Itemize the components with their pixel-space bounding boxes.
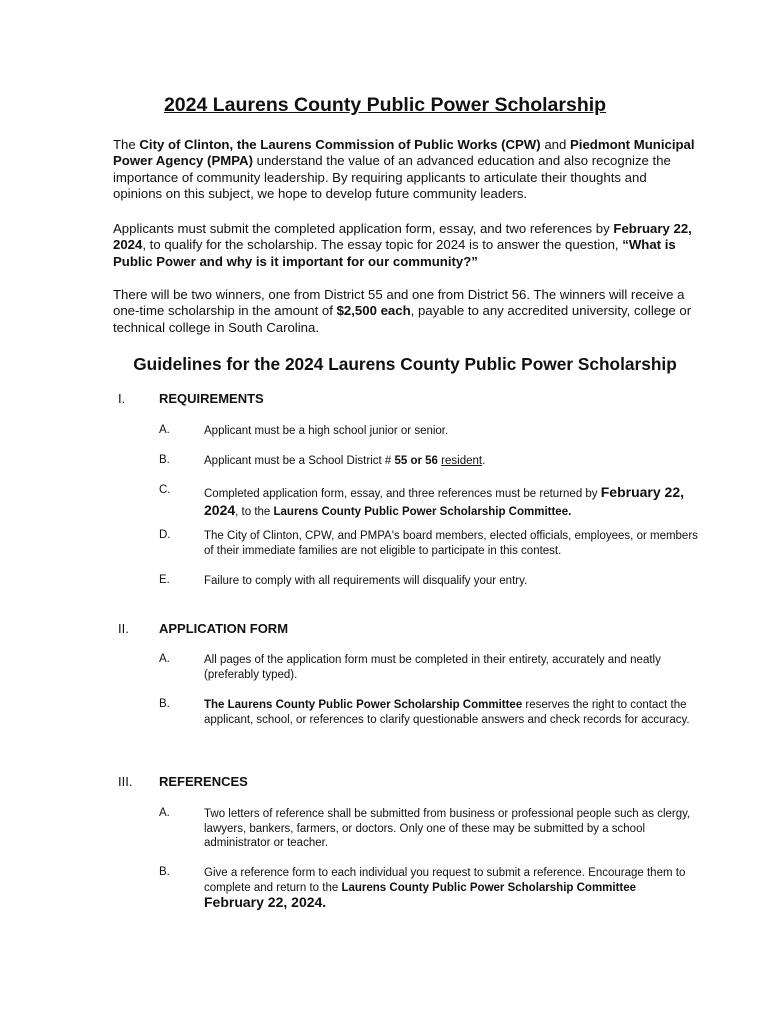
requirement-c-deadline: February 22, 2024 <box>204 484 685 518</box>
item-letter: B. <box>159 866 170 878</box>
references-b-deadline: February 22, 2024. <box>204 894 327 911</box>
item-letter: A. <box>159 807 170 819</box>
item-letter: C. <box>159 484 171 496</box>
committee-name: Laurens County Public Power Scholarship Committee. <box>273 506 572 518</box>
requirement-c-part: Completed application form, essay, and three references must be returned by <box>204 488 601 500</box>
district-numbers: 55 or 56 <box>394 455 438 467</box>
requirement-b-text <box>204 454 699 469</box>
application-a-text: All pages of the application form must be completed in their entirety, accurately and neatly (preferably typed). <box>204 654 661 681</box>
guidelines-title: Guidelines for the 2024 Laurens County Public Power Scholarship <box>133 354 677 374</box>
application-b-text <box>204 698 699 727</box>
requirement-e-text: Failure to comply with all requirements will disqualify your entry. <box>204 575 528 587</box>
item-letter: D. <box>159 529 171 541</box>
section-number: II. <box>118 621 129 636</box>
item-letter: A. <box>159 653 170 665</box>
section-number: I. <box>118 391 126 406</box>
requirement-c-text <box>204 484 699 520</box>
section-heading-requirements: REQUIREMENTS <box>159 391 264 406</box>
submit-text-2: , to qualify for the scholarship. The essay topic for 2024 is to answer the question, <box>142 237 623 253</box>
submit-text-1: Applicants must submit the completed application form, essay, and two references by <box>113 221 614 236</box>
application-b-part: reserves the right to contact the applicant, school, or references to clarify questionable answers and check records for accuracy. <box>204 699 690 726</box>
intro-text-3: understand the value of an advanced education and also recognize the importance of community leadership. By requiring applicants to articulate their thoughts and opinions on this subject, we hope to develop future community leaders. <box>113 153 671 202</box>
requirement-b-part: Applicant must be a School District # <box>204 455 395 467</box>
section-heading-references: REFERENCES <box>159 774 248 789</box>
submit-deadline: February 22, 2024 <box>113 221 692 253</box>
item-letter: A. <box>159 424 170 436</box>
requirement-b-period: . <box>482 455 486 467</box>
section-heading-application-form: APPLICATION FORM <box>159 621 289 636</box>
document-title: 2024 Laurens County Public Power Scholarship <box>163 94 607 116</box>
references-b-part: Give a reference form to each individual you request to submit a reference. Encourage them to complete and return to the <box>204 867 686 894</box>
intro-text-1: The <box>113 137 140 152</box>
committee-name: The Laurens County Public Power Scholarship Committee <box>204 699 523 711</box>
winners-text-2: , payable to any accredited university, college or technical college in South Carolina. <box>113 303 692 335</box>
section-number: III. <box>118 774 133 789</box>
requirement-c-part-2: , to the <box>235 506 274 518</box>
resident-underlined: resident <box>441 455 483 467</box>
intro-paragraph <box>113 137 698 203</box>
item-letter: E. <box>159 574 170 586</box>
winners-paragraph <box>113 287 698 336</box>
item-letter: B. <box>159 698 170 710</box>
intro-text-2: and <box>540 137 570 152</box>
references-b-text <box>204 866 699 912</box>
submission-paragraph <box>113 221 698 270</box>
item-letter: B. <box>159 454 170 466</box>
references-a-text: Two letters of reference shall be submitted from business or professional people such as clergy, lawyers, bankers, farmers, or doctors. Only one of these may be submitted by a school administrator or teacher. <box>204 808 691 850</box>
committee-name: Laurens County Public Power Scholarship Committee <box>341 881 637 894</box>
intro-bold-2: Piedmont Municipal Power Agency (PMPA) <box>113 137 695 169</box>
requirement-d-text: The City of Clinton, CPW, and PMPA's board members, elected officials, employees, or members of their immediate families are not eligible to participate in this contest. <box>204 530 698 557</box>
essay-question: “What is Public Power and why is it important for our community?” <box>113 237 676 269</box>
requirement-a-text: Applicant must be a high school junior or senior. <box>204 425 449 437</box>
scholarship-amount: $2,500 each <box>336 303 411 319</box>
intro-bold-1: City of Clinton, the Laurens Commission of Public Works (CPW) <box>139 137 541 152</box>
winners-text-1: There will be two winners, one from District 55 and one from District 56. The winners will receive a one-time scholarship in the amount of <box>113 287 685 319</box>
